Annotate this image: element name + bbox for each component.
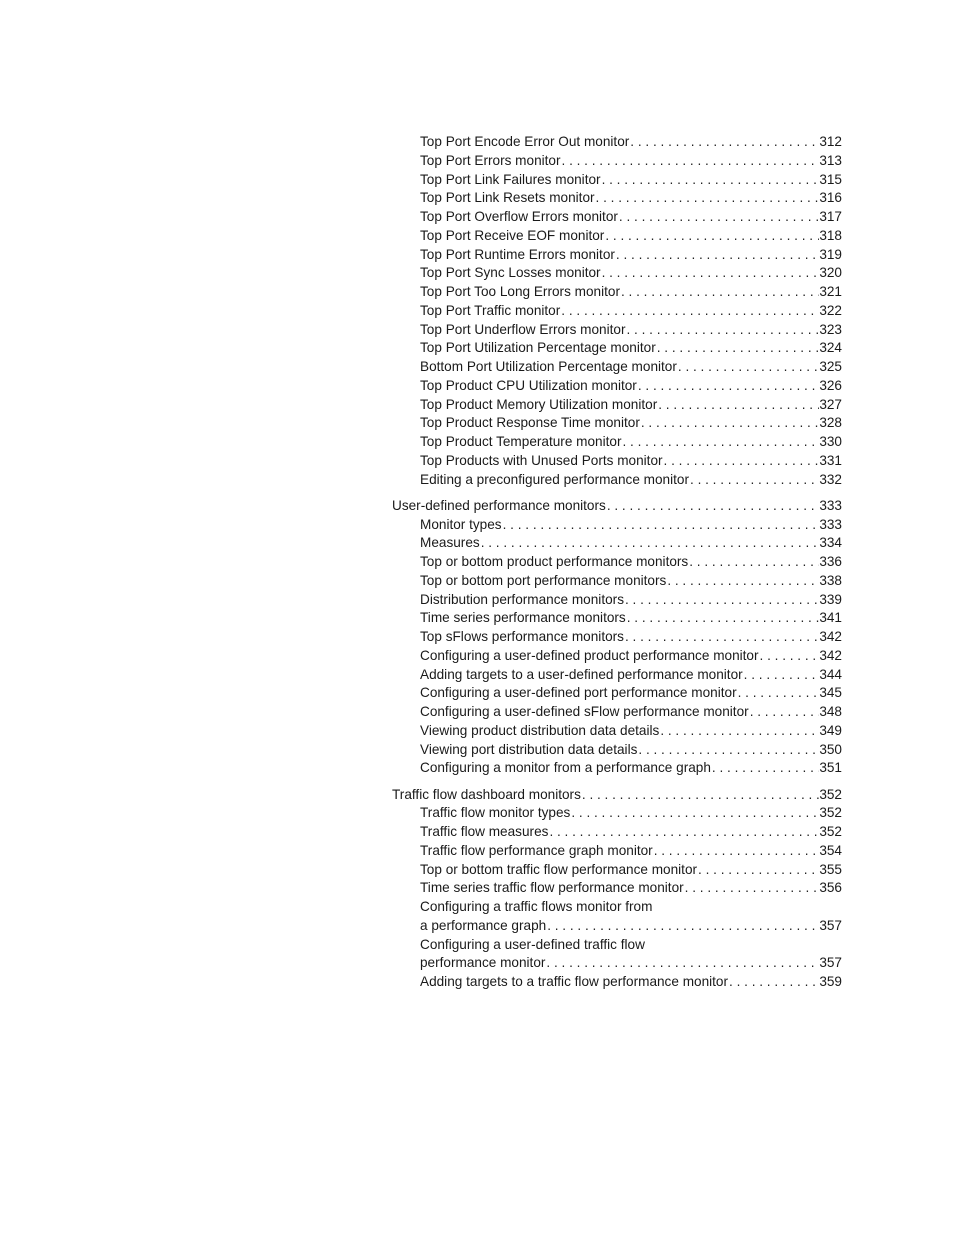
toc-entry-title-line[interactable]: Configuring a traffic flows monitor from — [420, 899, 653, 914]
toc-entry-title: Time series traffic flow performance monitor — [420, 880, 684, 896]
toc-page-number: 319 — [819, 246, 842, 262]
dot-leader — [684, 879, 820, 898]
toc-entry-title: Top Product Temperature monitor — [420, 434, 622, 449]
toc-page-number: 325 — [819, 359, 842, 374]
toc-entry[interactable] — [420, 152, 842, 171]
toc-page-number: 312 — [819, 134, 842, 149]
toc-page-number: 345 — [819, 685, 842, 701]
toc-entry[interactable] — [420, 666, 842, 685]
toc-page-number: 334 — [819, 535, 842, 551]
toc-entry[interactable] — [420, 283, 842, 302]
toc-page-number: 352 — [819, 786, 842, 802]
toc-page-number: 336 — [819, 554, 842, 569]
dot-leader — [626, 321, 820, 340]
toc-group — [0, 497, 954, 778]
toc-entry-title: Editing a preconfigured performance monitor — [420, 471, 690, 487]
table-of-contents — [0, 133, 954, 992]
dot-leader — [659, 722, 819, 741]
toc-entry-title: Top Port Traffic monitor — [420, 302, 561, 318]
toc-entry[interactable] — [420, 703, 842, 722]
toc-entry-title: Adding targets to a traffic flow performance monitor — [420, 974, 729, 989]
toc-entry[interactable] — [420, 339, 842, 358]
toc-page-number: 349 — [819, 722, 842, 738]
toc-entry[interactable] — [420, 246, 842, 265]
dot-leader — [624, 591, 819, 610]
toc-entry[interactable] — [420, 208, 842, 227]
toc-entry[interactable] — [420, 171, 842, 190]
toc-entry[interactable] — [420, 684, 842, 703]
toc-entry[interactable] — [420, 471, 842, 490]
toc-entry-title: Top Port Link Failures monitor — [420, 171, 601, 187]
toc-page-number: 350 — [819, 741, 842, 757]
toc-entry-title: a performance graph — [420, 917, 547, 933]
toc-page-number: 315 — [819, 171, 842, 187]
toc-entry-title: Top sFlows performance monitors — [420, 629, 624, 644]
toc-page-number: 338 — [819, 572, 842, 588]
toc-entry-title: Viewing port distribution data details — [420, 741, 638, 757]
toc-entry-title: Top or bottom product performance monitors — [420, 554, 689, 569]
toc-entry-title: Top Port Receive EOF monitor — [420, 227, 605, 243]
toc-entry-title: Top or bottom port performance monitors — [420, 572, 667, 588]
toc-entry[interactable] — [420, 377, 842, 396]
toc-page-number: 318 — [819, 227, 842, 243]
toc-entry-title: performance monitor — [420, 955, 546, 971]
toc-entry[interactable] — [420, 321, 842, 340]
toc-entry[interactable] — [420, 572, 842, 591]
toc-page-number: 342 — [819, 629, 842, 644]
dot-leader — [581, 786, 819, 805]
toc-entry[interactable] — [420, 973, 842, 992]
toc-entry[interactable] — [420, 414, 842, 433]
toc-entry[interactable] — [420, 647, 842, 666]
toc-entry-title: Top Port Runtime Errors monitor — [420, 246, 615, 262]
toc-page-number: 344 — [819, 666, 842, 682]
dot-leader — [711, 759, 819, 778]
toc-entry[interactable] — [420, 189, 842, 208]
dot-leader — [640, 414, 819, 433]
toc-entry[interactable] — [420, 553, 842, 572]
toc-page-number: 355 — [819, 861, 842, 877]
dot-leader — [657, 396, 819, 415]
toc-page-number: 352 — [819, 805, 842, 821]
toc-entry-title: Top Port Too Long Errors monitor — [420, 284, 620, 299]
toc-entry[interactable] — [420, 591, 842, 610]
toc-entry-title: Top Port Underflow Errors monitor — [420, 321, 626, 337]
toc-page-number: 326 — [819, 377, 842, 393]
toc-entry-title: Monitor types — [420, 516, 502, 532]
dot-leader — [629, 133, 819, 152]
dot-leader — [570, 804, 819, 823]
toc-entry[interactable] — [420, 396, 842, 415]
toc-entry-title: Adding targets to a user-defined performance monitor — [420, 666, 743, 682]
dot-leader — [606, 497, 819, 516]
dot-leader — [688, 553, 819, 572]
toc-entry[interactable] — [420, 358, 842, 377]
toc-page-number: 328 — [819, 415, 842, 431]
toc-page-number: 333 — [819, 497, 842, 513]
dot-leader — [604, 227, 819, 246]
toc-entry[interactable] — [420, 741, 842, 760]
toc-entry[interactable] — [420, 452, 842, 471]
toc-entry-title: Top Port Link Resets monitor — [420, 190, 595, 206]
dot-leader — [737, 684, 820, 703]
toc-entry[interactable] — [420, 516, 842, 535]
dot-leader — [601, 171, 820, 190]
toc-page-number: 322 — [819, 302, 842, 318]
toc-entry-title: Measures — [420, 535, 480, 551]
dot-leader — [546, 917, 819, 936]
toc-entry-title: Configuring a user-defined sFlow performance monitor — [420, 704, 749, 719]
toc-page-number: 341 — [819, 610, 842, 626]
toc-entry-title: Top Port Sync Losses monitor — [420, 265, 601, 281]
dot-leader — [689, 471, 819, 490]
toc-page-number: 313 — [819, 152, 842, 168]
toc-page-number: 348 — [819, 704, 842, 719]
toc-entry[interactable] — [420, 804, 842, 823]
toc-entry-title-line[interactable]: Configuring a user-defined traffic flow — [420, 936, 645, 952]
toc-page-number: 316 — [819, 190, 842, 206]
toc-page-number: 327 — [819, 396, 842, 412]
toc-page-number: 356 — [819, 880, 842, 896]
dot-leader — [548, 823, 819, 842]
dot-leader — [749, 703, 820, 722]
toc-page-number: 317 — [819, 209, 842, 224]
toc-entry-title: Configuring a user-defined port performance monitor — [420, 685, 737, 701]
dot-leader — [615, 246, 819, 265]
toc-entry[interactable] — [420, 722, 842, 741]
toc-entry[interactable] — [420, 823, 842, 842]
toc-entry-title: Top Port Errors monitor — [420, 152, 561, 168]
dot-leader — [743, 666, 820, 685]
toc-entry-title: Top or bottom traffic flow performance monitor — [420, 861, 698, 877]
toc-page-number: 331 — [819, 452, 842, 468]
toc-group — [0, 786, 954, 992]
toc-entry[interactable] — [420, 433, 842, 452]
toc-entry[interactable] — [420, 227, 842, 246]
toc-page-number: 354 — [819, 842, 842, 858]
toc-entry-title: Top Product Response Time monitor — [420, 415, 640, 431]
toc-page-number: 357 — [819, 955, 842, 971]
toc-page-number: 351 — [819, 760, 842, 776]
toc-entry[interactable] — [420, 759, 842, 778]
toc-page-number: 342 — [819, 647, 842, 663]
toc-entry[interactable] — [420, 302, 842, 321]
toc-entry-title: Configuring a monitor from a performance graph — [420, 760, 711, 776]
toc-entry[interactable] — [420, 879, 842, 898]
toc-entry-title: Top Port Utilization Percentage monitor — [420, 340, 656, 356]
toc-entry-title: User-defined performance monitors — [392, 497, 606, 513]
toc-entry-title: Distribution performance monitors — [420, 591, 624, 607]
dot-leader — [502, 516, 820, 535]
toc-entry[interactable] — [420, 954, 842, 973]
toc-entry[interactable] — [420, 264, 842, 283]
toc-page-number: 357 — [819, 917, 842, 933]
toc-entry[interactable] — [420, 534, 842, 553]
dot-leader — [656, 339, 820, 358]
toc-entry[interactable] — [420, 609, 842, 628]
toc-entry-title: Top Port Encode Error Out monitor — [420, 134, 630, 149]
toc-entry[interactable] — [420, 628, 842, 647]
dot-leader — [697, 861, 819, 880]
toc-entry-title: Viewing product distribution data details — [420, 722, 660, 738]
dot-leader — [637, 741, 819, 760]
toc-entry-title: Top Product Memory Utilization monitor — [420, 396, 658, 412]
toc-entry-title: Top Products with Unused Ports monitor — [420, 452, 663, 468]
toc-page-number: 352 — [819, 824, 842, 839]
toc-section-entry[interactable] — [392, 786, 842, 805]
toc-entry[interactable] — [420, 917, 842, 936]
dot-leader — [620, 283, 819, 302]
toc-entry-title: Bottom Port Utilization Percentage monitor — [420, 359, 677, 374]
dot-leader — [663, 452, 820, 471]
dot-leader — [595, 189, 820, 208]
toc-entry-title: Top Port Overflow Errors monitor — [420, 209, 618, 224]
toc-entry[interactable] — [420, 842, 842, 861]
toc-page-number: 324 — [819, 340, 842, 356]
toc-entry-title: Time series performance monitors — [420, 610, 626, 626]
dot-leader — [626, 609, 820, 628]
toc-entry[interactable] — [420, 133, 842, 152]
toc-page-number: 321 — [819, 284, 842, 299]
toc-entry[interactable] — [420, 861, 842, 880]
toc-page-number: 333 — [819, 516, 842, 532]
dot-leader — [666, 572, 819, 591]
dot-leader — [561, 152, 820, 171]
toc-group — [0, 133, 954, 489]
toc-entry-title: Traffic flow monitor types — [420, 805, 571, 821]
dot-leader — [624, 628, 819, 647]
dot-leader — [759, 647, 820, 666]
toc-entry-title: Top Product CPU Utilization monitor — [420, 377, 637, 393]
toc-page-number: 323 — [819, 321, 842, 337]
toc-page-number: 339 — [819, 591, 842, 607]
dot-leader — [545, 954, 819, 973]
toc-entry-title: Configuring a user-defined product performance monitor — [420, 647, 759, 663]
dot-leader — [601, 264, 820, 283]
toc-page-number: 332 — [819, 471, 842, 487]
toc-section-entry[interactable] — [392, 497, 842, 516]
dot-leader — [622, 433, 820, 452]
toc-page-number: 359 — [819, 974, 842, 989]
toc-entry-title: Traffic flow performance graph monitor — [420, 842, 653, 858]
dot-leader — [480, 534, 820, 553]
dot-leader — [677, 358, 819, 377]
toc-entry-title: Traffic flow measures — [420, 824, 549, 839]
dot-leader — [618, 208, 819, 227]
toc-page-number: 330 — [819, 434, 842, 449]
dot-leader — [653, 842, 820, 861]
dot-leader — [560, 302, 819, 321]
dot-leader — [637, 377, 819, 396]
toc-page-number: 320 — [819, 265, 842, 281]
dot-leader — [728, 973, 819, 992]
toc-entry-title: Traffic flow dashboard monitors — [392, 786, 581, 802]
